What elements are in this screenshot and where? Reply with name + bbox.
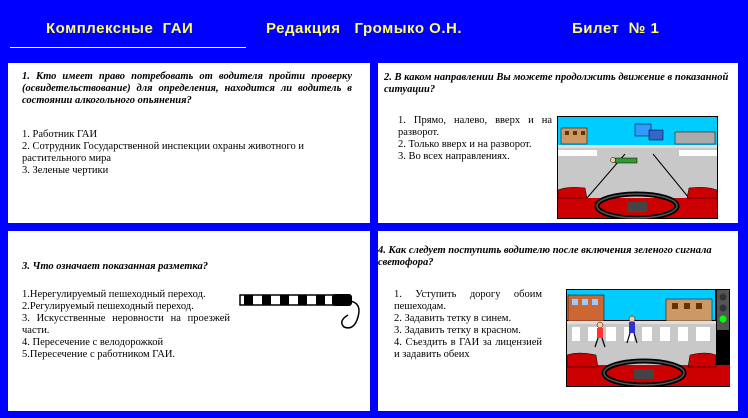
answer-option[interactable]: 2. Только вверх и на разворот. (398, 139, 532, 150)
answer-option[interactable]: 1. Прямо, налево, вверх и на разворот. (398, 115, 552, 138)
question-2-panel (378, 63, 738, 223)
question-4-panel (378, 231, 738, 411)
crosswalk-illustration (566, 289, 730, 387)
question-1-panel (8, 63, 370, 223)
answer-option[interactable]: 3. Зеленые чертики (22, 165, 109, 176)
answer-option[interactable]: 1.Нерегулируемый пешеходный переход. (22, 289, 206, 300)
intersection-illustration (557, 116, 718, 219)
header-title-left: Комплексные ГАИ (46, 20, 194, 37)
answer-option[interactable]: 3. Задавить тетку в красном. (394, 325, 521, 336)
answer-option[interactable]: 1. Работник ГАИ (22, 129, 98, 140)
answer-option[interactable]: 3. Искусственные неровности на проезжей части. (22, 313, 230, 336)
question-1-text: 1. Кто имеет право потребовать от водителя пройти проверку (освидетельствование) для определения, находится ли водитель в состоянии алкогольного опьянения? (22, 71, 352, 106)
answer-option[interactable]: 4. Пересечение с велодорожкой (22, 337, 164, 348)
answer-option[interactable]: 2. Задавить тетку в синем. (394, 313, 512, 324)
road-marking-illustration (238, 291, 368, 335)
header-underline (10, 47, 246, 48)
answer-option[interactable]: 2. Сотрудник Государственной инспекции охраны животного и растительного мира (22, 141, 304, 164)
question-3-panel (8, 231, 370, 411)
answer-option[interactable]: 4. Съездить в ГАИ за лицензией и задавить обеих (394, 337, 542, 360)
answer-option[interactable]: 1. Уступить дорогу обоим пешеходам. (394, 289, 542, 312)
question-4-text: 4. Как следует поступить водителю после включения зеленого сигнала светофора? (378, 245, 712, 268)
question-4-answers (394, 289, 542, 361)
question-3-text: 3. Что означает показанная разметка? (22, 261, 208, 272)
answer-option[interactable]: 2.Регулируемый пешеходный переход. (22, 301, 194, 312)
question-2-answers (398, 115, 552, 163)
question-1-answers (22, 129, 356, 177)
answer-option[interactable]: 3. Во всех направлениях. (398, 151, 510, 162)
header-ticket-number: Билет № 1 (572, 20, 660, 37)
header-editor: Редакция Громыко О.Н. (266, 20, 462, 37)
question-3-answers (22, 289, 230, 361)
question-2-text: 2. В каком направлении Вы можете продолжить движение в показанной ситуации? (384, 72, 729, 95)
answer-option[interactable]: 5.Пересечение с работником ГАИ. (22, 349, 176, 360)
